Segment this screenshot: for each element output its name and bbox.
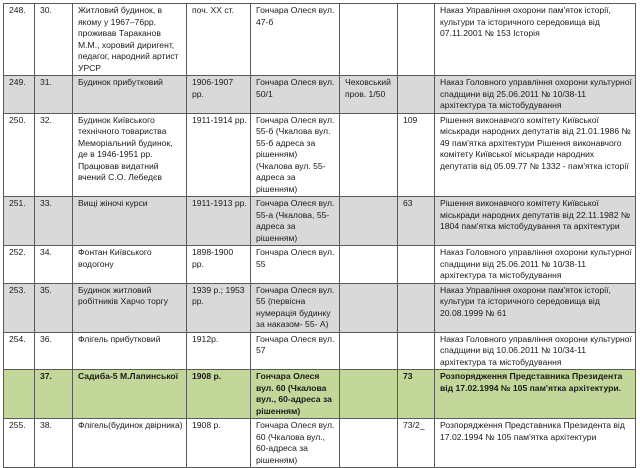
monument-address: Гончара Олеся вул. 55 (первісна нумерація будинку за наказом- 55- А) bbox=[251, 283, 340, 332]
group-number: 36. bbox=[35, 332, 73, 370]
monument-date: 1908 р. bbox=[187, 419, 251, 468]
monument-date: 1939 р.; 1953 рр. bbox=[187, 283, 251, 332]
monument-address: Гончара Олеся вул. 57 bbox=[251, 332, 340, 370]
monument-address: Гончара Олеся вул. 50/1 bbox=[251, 76, 340, 114]
alternate-address bbox=[340, 113, 398, 197]
group-number: 33. bbox=[35, 197, 73, 246]
group-number: 31. bbox=[35, 76, 73, 114]
legal-basis: Наказ Управління охорони пам'яток історії, культури та історичного середовища від 07.11.2001 № 153 Історія bbox=[435, 4, 636, 76]
monument-address: Гончара Олеся вул. 60 (Чкалова вул., 60-адреса за рішенням) bbox=[251, 370, 340, 419]
record-number: 255. bbox=[4, 419, 35, 468]
monument-name: Вищі жіночі курси bbox=[73, 197, 187, 246]
monument-date: 1912р. bbox=[187, 332, 251, 370]
table-row bbox=[4, 332, 636, 370]
monument-name: Садиба-5 М.Лапинської bbox=[73, 370, 187, 419]
alternate-address bbox=[340, 246, 398, 284]
protection-number: 109 bbox=[398, 113, 435, 197]
monument-date: 1906-1907 рр. bbox=[187, 76, 251, 114]
record-number: 254. bbox=[4, 332, 35, 370]
table-row bbox=[4, 246, 636, 284]
alternate-address bbox=[340, 283, 398, 332]
monument-name: Будинок Київського технічного товариства Меморіальний будинок, де в 1946-1951 рр. Працював видатний вчений С.О. Лебедєв bbox=[73, 113, 187, 197]
monument-address: Гончара Олеся вул. 60 (Чкалова вул., 60-адреса за рішенням) bbox=[251, 419, 340, 468]
legal-basis: Наказ Головного управління охорони культурної спадщини від 25.06.2011 № 10/38-11 архітектура та містобудування bbox=[435, 76, 636, 114]
alternate-address bbox=[340, 332, 398, 370]
alternate-address: Чеховський пров. 1/50 bbox=[340, 76, 398, 114]
protection-number: 63 bbox=[398, 197, 435, 246]
record-number: 251. bbox=[4, 197, 35, 246]
alternate-address bbox=[340, 419, 398, 468]
record-number: 253. bbox=[4, 283, 35, 332]
legal-basis: Наказ Головного управління охорони культурної спадщини від 10.06.2011 № 10/34-11 архітектура та містобудування bbox=[435, 332, 636, 370]
monument-name: Будинок житловий робітників Харчо торгу bbox=[73, 283, 187, 332]
table-row bbox=[4, 419, 636, 468]
monument-name: Фонтан Київського водогону bbox=[73, 246, 187, 284]
table-row bbox=[4, 283, 636, 332]
table-row bbox=[4, 370, 636, 419]
alternate-address bbox=[340, 197, 398, 246]
protection-number bbox=[398, 246, 435, 284]
protection-number bbox=[398, 76, 435, 114]
legal-basis: Наказ Управління охорони пам'яток історії, культури та історичного середовища від 20.08.1999 № 61 bbox=[435, 283, 636, 332]
monument-date: 1898-1900 рр. bbox=[187, 246, 251, 284]
protection-number bbox=[398, 332, 435, 370]
monument-registry-table bbox=[3, 3, 636, 468]
group-number: 35. bbox=[35, 283, 73, 332]
monument-name: Флігель прибутковий bbox=[73, 332, 187, 370]
monument-address: Гончара Олеся вул. 55-а (Чкалова, 55-адреса за рішенням) bbox=[251, 197, 340, 246]
table-row bbox=[4, 4, 636, 76]
record-number: 252. bbox=[4, 246, 35, 284]
monument-name: Будинок прибутковий bbox=[73, 76, 187, 114]
group-number: 34. bbox=[35, 246, 73, 284]
record-number bbox=[4, 370, 35, 419]
record-number: 248. bbox=[4, 4, 35, 76]
legal-basis: Рішення виконавчого комітету Київської міськради народних депутатів від 22.11.1982 № 1804 пам'ятка містобудування та архітектури bbox=[435, 197, 636, 246]
table-row bbox=[4, 113, 636, 197]
alternate-address bbox=[340, 370, 398, 419]
group-number: 32. bbox=[35, 113, 73, 197]
group-number: 30. bbox=[35, 4, 73, 76]
protection-number: 73 bbox=[398, 370, 435, 419]
monument-address: Гончара Олеся вул. 55 bbox=[251, 246, 340, 284]
record-number: 249. bbox=[4, 76, 35, 114]
monument-address: Гончара Олеся вул. 47-б bbox=[251, 4, 340, 76]
record-number: 250. bbox=[4, 113, 35, 197]
alternate-address bbox=[340, 4, 398, 76]
monument-name: Флігель(будинок двірника) bbox=[73, 419, 187, 468]
monument-date: поч. XX ст. bbox=[187, 4, 251, 76]
group-number: 37. bbox=[35, 370, 73, 419]
monument-address: Гончара Олеся вул. 55-б (Чкалова вул. 55-б адреса за рішенням) (Чкалова вул. 55-адреса за рішенням) bbox=[251, 113, 340, 197]
monument-date: 1911-1913 рр. bbox=[187, 197, 251, 246]
table-row bbox=[4, 197, 636, 246]
legal-basis: Розпорядження Представника Президента від 17.02.1994 № 105 пам'ятка архітектури. bbox=[435, 370, 636, 419]
group-number: 38. bbox=[35, 419, 73, 468]
legal-basis: Рішення виконавчого комітету Київської міськради народних депутатів від 21.01.1986 № 49 пам'ятка архітектури Рішення виконавчого комітету Київської міськради народних депутатів від 05.09.77 № 1332 - пам'ятка історії bbox=[435, 113, 636, 197]
legal-basis: Розпорядження Представника Президента від 17.02.1994 № 105 пам'ятка архітектури bbox=[435, 419, 636, 468]
protection-number bbox=[398, 4, 435, 76]
legal-basis: Наказ Головного управління охорони культурної спадщини від 25.06.2011 № 10/38-11 архітектура та містобудування bbox=[435, 246, 636, 284]
monument-date: 1911-1914 рр. bbox=[187, 113, 251, 197]
monument-name: Житловий будинок, в якому у 1967–76рр. проживав Тараканов М.М., хоровий диригент, педагог, народний артист УРСР bbox=[73, 4, 187, 76]
monument-date: 1908 р. bbox=[187, 370, 251, 419]
protection-number: 73/2_ bbox=[398, 419, 435, 468]
table-row bbox=[4, 76, 636, 114]
protection-number bbox=[398, 283, 435, 332]
